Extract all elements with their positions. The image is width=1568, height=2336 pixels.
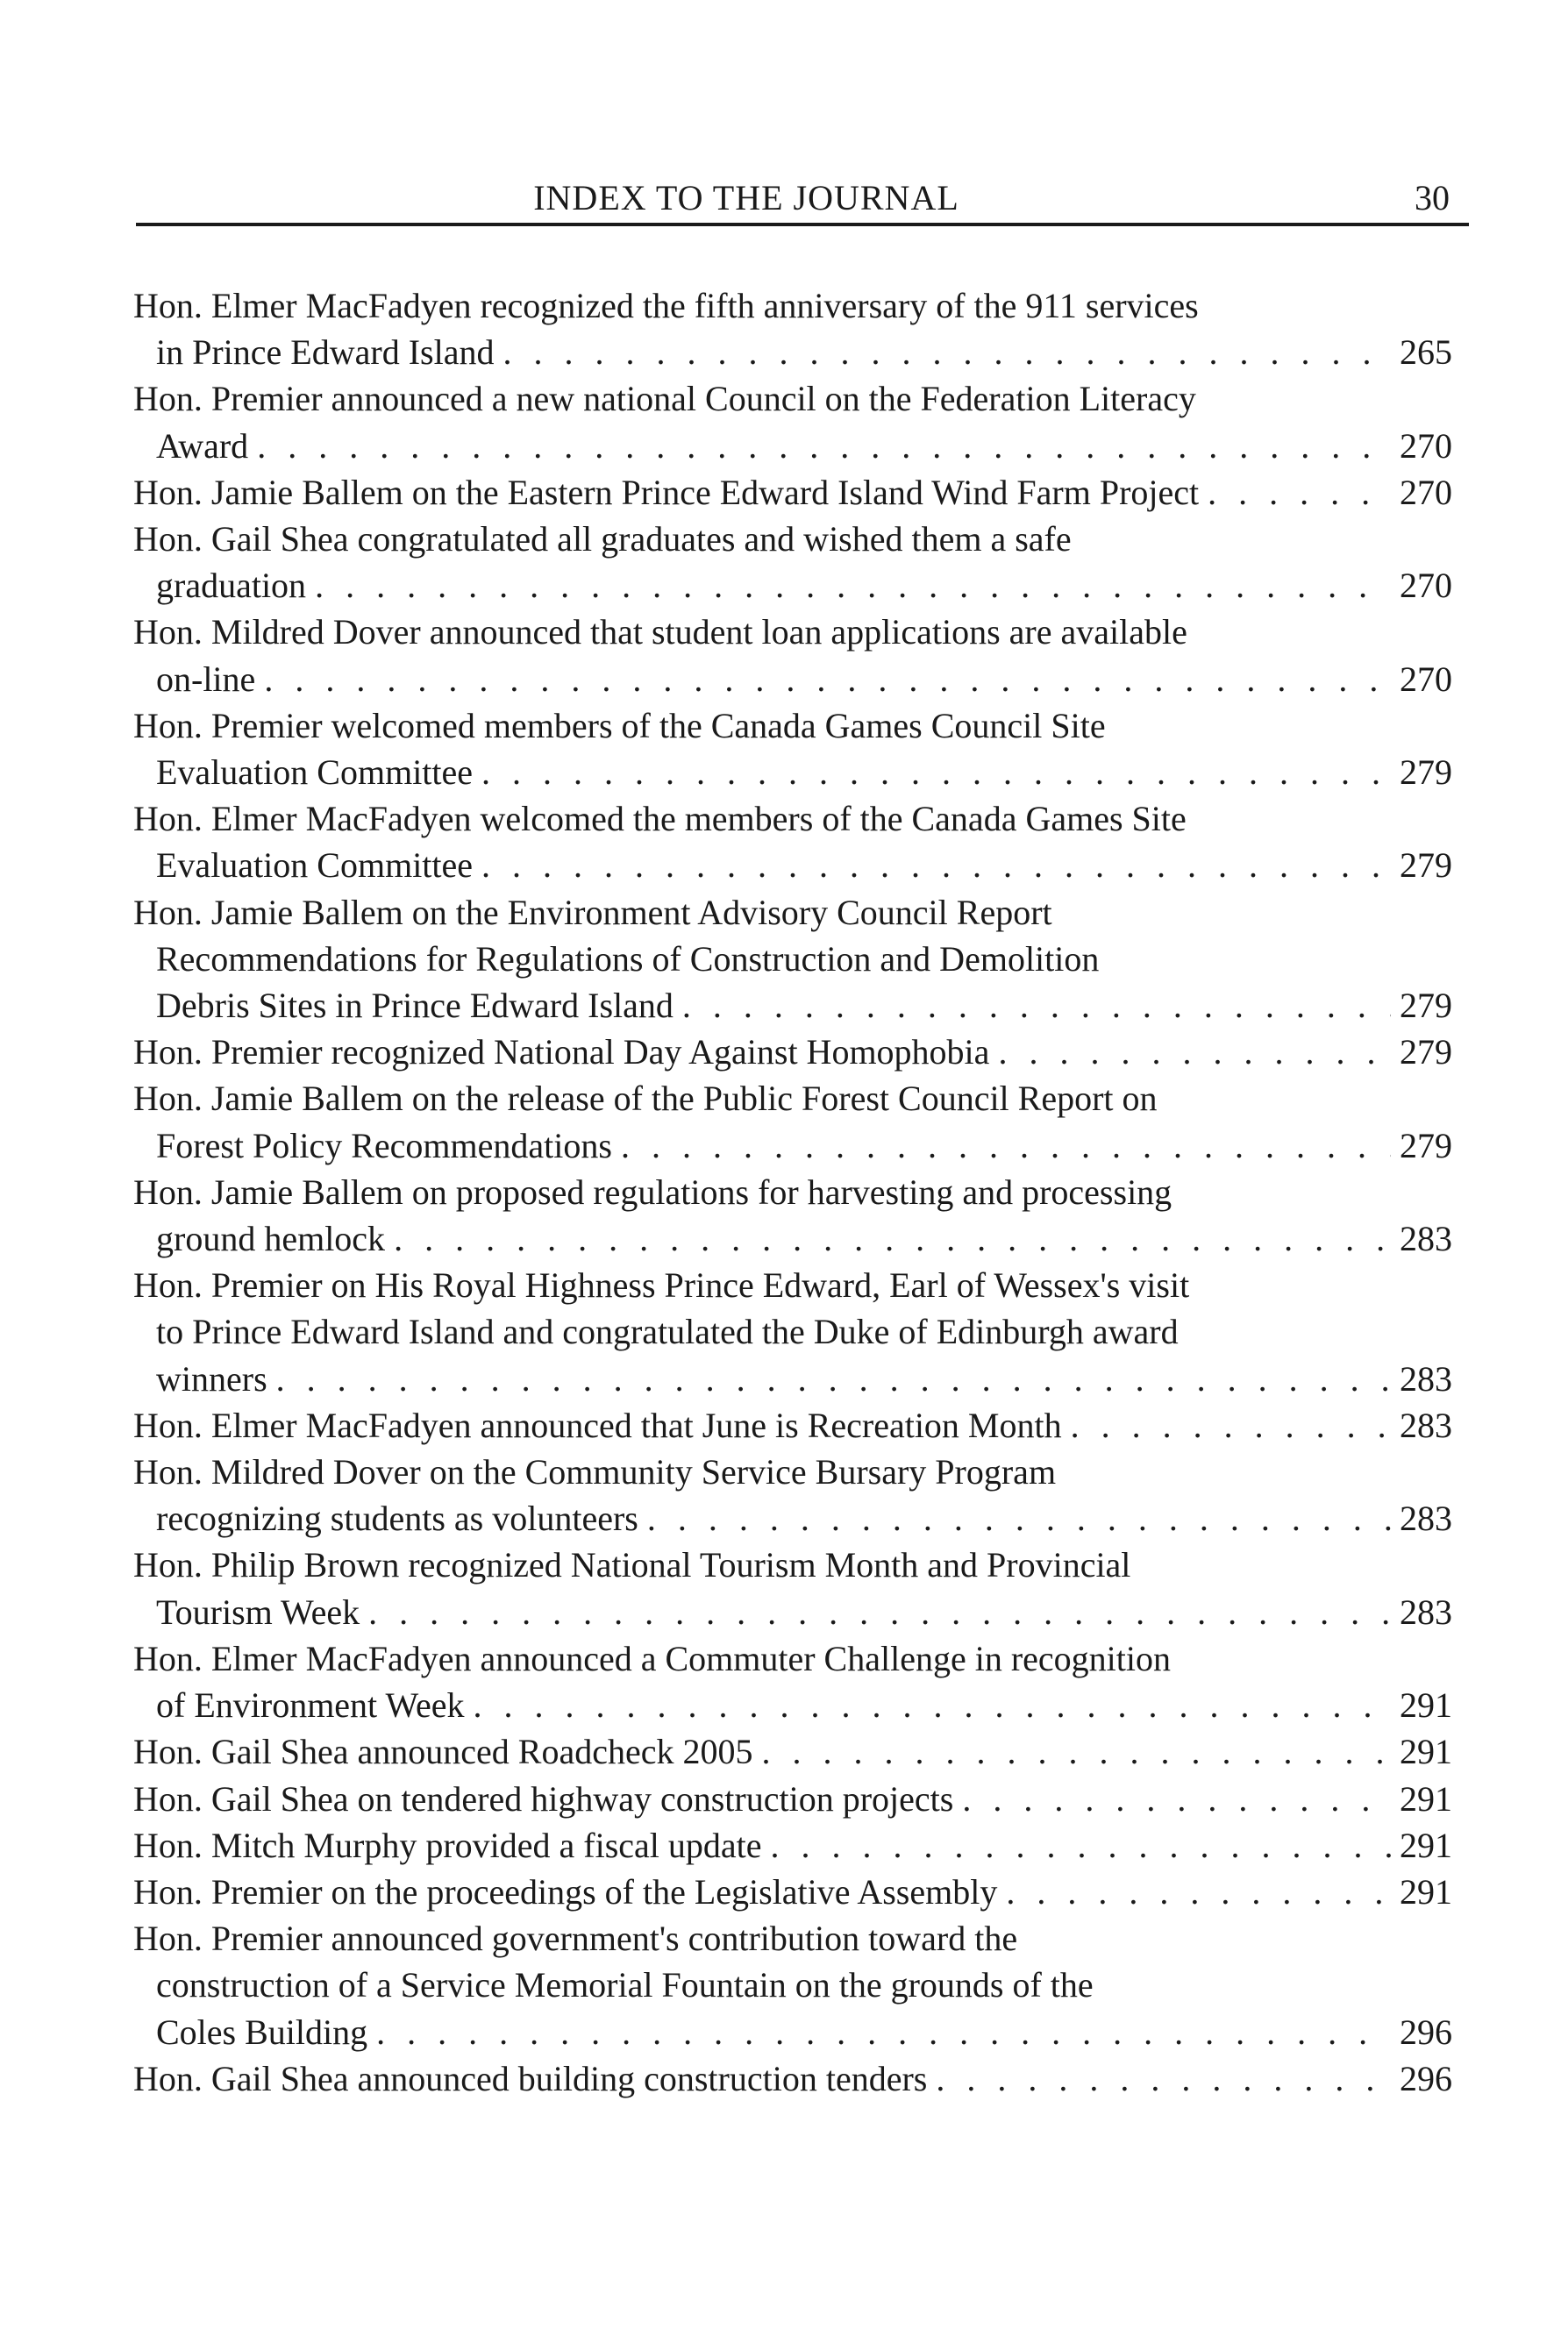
running-title: INDEX TO THE JOURNAL (533, 178, 959, 217)
index-entry (133, 1635, 1458, 1728)
index-entry (133, 282, 1458, 375)
entry-last-line (133, 1402, 1458, 1449)
dot-leader (962, 1776, 1391, 1822)
entry-text: Hon. Premier on His Royal Highness Prince Edward, Earl of Wessex's visit (133, 1265, 1190, 1306)
index-list (133, 282, 1458, 2102)
entry-line (133, 1915, 1458, 1962)
entry-line (133, 1449, 1458, 1495)
entry-text: Hon. Jamie Ballem on the Environment Advisory Council Report (133, 892, 1052, 932)
index-entry (133, 702, 1458, 795)
entry-page-number: 279 (1400, 752, 1452, 793)
index-entry (133, 1776, 1458, 1822)
dot-leader (481, 749, 1391, 795)
dot-leader (1006, 1869, 1391, 1915)
entry-line (133, 282, 1458, 329)
entry-last-line (133, 1682, 1458, 1728)
entry-last-line (133, 1122, 1458, 1169)
entry-last-line (133, 749, 1458, 795)
dot-leader (264, 656, 1391, 702)
entry-page-number: 291 (1400, 1871, 1452, 1912)
dot-leader (1208, 469, 1391, 516)
entry-page-number: 296 (1400, 2058, 1452, 2098)
entry-text: Hon. Elmer MacFadyen welcomed the members of the Canada Games Site (133, 799, 1187, 839)
entry-line (133, 702, 1458, 749)
entry-text: Hon. Mildred Dover on the Community Service Bursary Program (133, 1452, 1057, 1492)
index-entry (133, 1728, 1458, 1775)
entry-text: Hon. Mitch Murphy provided a fiscal update (133, 1825, 762, 1865)
entry-text: Hon. Premier recognized National Day Against Homophobia (133, 1032, 990, 1072)
index-entry (133, 1169, 1458, 1262)
entry-line (133, 1962, 1458, 2008)
entry-page-number: 291 (1400, 1685, 1452, 1726)
dot-leader (368, 1589, 1391, 1635)
entry-text: Debris Sites in Prince Edward Island (156, 986, 674, 1026)
dot-leader (481, 842, 1391, 888)
dot-leader (998, 1029, 1391, 1075)
index-entry (133, 1029, 1458, 1075)
entry-last-line (133, 1495, 1458, 1542)
entry-page-number: 270 (1400, 425, 1452, 466)
index-entry (133, 795, 1458, 888)
entry-line (133, 516, 1458, 562)
index-entry (133, 1402, 1458, 1449)
entry-line (133, 609, 1458, 655)
entry-text: Evaluation Committee (156, 752, 474, 793)
entry-last-line (133, 982, 1458, 1029)
entry-text: winners (156, 1358, 267, 1399)
entry-page-number: 279 (1400, 986, 1452, 1026)
entry-text: Recommendations for Regulations of Construction and Demolition (156, 938, 1100, 979)
dot-leader (682, 982, 1391, 1029)
entry-last-line (133, 656, 1458, 702)
index-entry (133, 1822, 1458, 1869)
entry-page-number: 270 (1400, 566, 1452, 606)
dot-leader (761, 1728, 1391, 1775)
entry-line (133, 795, 1458, 842)
entry-page-number: 265 (1400, 332, 1452, 373)
index-entry (133, 1542, 1458, 1634)
entry-line (133, 375, 1458, 422)
entry-text: Award (156, 425, 249, 466)
entry-text: of Environment Week (156, 1685, 465, 1726)
entry-text: Hon. Elmer MacFadyen announced that June is Recreation Month (133, 1405, 1062, 1445)
index-entry (133, 1449, 1458, 1542)
entry-text: Hon. Premier announced government's contribution toward the (133, 1919, 1018, 1959)
entry-last-line (133, 1215, 1458, 1262)
entry-text: Coles Building (156, 2012, 368, 2052)
dot-leader (257, 423, 1391, 469)
index-entry (133, 2055, 1458, 2102)
entry-text: in Prince Edward Island (156, 332, 495, 373)
entry-line (133, 1542, 1458, 1588)
entry-last-line (133, 1356, 1458, 1402)
index-entry (133, 516, 1458, 609)
entry-line (133, 889, 1458, 936)
entry-text: Hon. Jamie Ballem on the Eastern Prince Edward Island Wind Farm Project (133, 472, 1200, 512)
entry-text: Hon. Mildred Dover announced that student loan applications are available (133, 612, 1187, 652)
entry-text: Forest Policy Recommendations (156, 1125, 612, 1165)
dot-leader (936, 2055, 1391, 2102)
entry-text: on-line (156, 659, 256, 699)
index-entry (133, 375, 1458, 468)
page-header (136, 172, 1469, 228)
entry-text: Hon. Elmer MacFadyen announced a Commuter Challenge in recognition (133, 1638, 1172, 1678)
index-entry (133, 1869, 1458, 1915)
entry-last-line (133, 562, 1458, 609)
entry-text: Hon. Jamie Ballem on the release of the Public Forest Council Report on (133, 1079, 1158, 1119)
dot-leader (276, 1356, 1391, 1402)
entry-text: Hon. Elmer MacFadyen recognized the fifth anniversary of the 911 services (133, 286, 1199, 325)
entry-text: Hon. Philip Brown recognized National Tourism Month and Provincial (133, 1545, 1131, 1585)
index-entry (133, 609, 1458, 702)
entry-line (133, 1262, 1458, 1308)
entry-page-number: 270 (1400, 472, 1452, 512)
entry-last-line (133, 842, 1458, 888)
entry-page-number: 270 (1400, 659, 1452, 699)
entry-text: Hon. Jamie Ballem on proposed regulations for harvesting and processing (133, 1172, 1172, 1212)
entry-page-number: 283 (1400, 1219, 1452, 1259)
entry-page-number: 283 (1400, 1499, 1452, 1539)
entry-last-line (133, 1776, 1458, 1822)
entry-line (133, 1635, 1458, 1682)
entry-page-number: 283 (1400, 1358, 1452, 1399)
dot-leader (771, 1822, 1391, 1869)
dot-leader (474, 1682, 1391, 1728)
dot-leader (647, 1495, 1391, 1542)
index-entry (133, 1075, 1458, 1168)
entry-page-number: 283 (1400, 1405, 1452, 1445)
dot-leader (394, 1215, 1391, 1262)
dot-leader (502, 329, 1391, 375)
entry-last-line (133, 2055, 1458, 2102)
entry-line (133, 1075, 1458, 1122)
entry-line (133, 1308, 1458, 1355)
entry-last-line (133, 329, 1458, 375)
entry-line (133, 936, 1458, 982)
entry-page-number: 296 (1400, 2012, 1452, 2052)
entry-text: Hon. Gail Shea on tendered highway construction projects (133, 1778, 954, 1819)
page-number: 30 (1415, 178, 1450, 217)
entry-page-number: 291 (1400, 1778, 1452, 1819)
entry-text: Evaluation Committee (156, 845, 474, 886)
entry-text: recognizing students as volunteers (156, 1499, 638, 1539)
entry-last-line (133, 2009, 1458, 2055)
entry-text: to Prince Edward Island and congratulated the Duke of Edinburgh award (156, 1312, 1179, 1352)
entry-text: Hon. Gail Shea announced building construction tenders (133, 2058, 928, 2098)
entry-page-number: 279 (1400, 1032, 1452, 1072)
dot-leader (1071, 1402, 1391, 1449)
entry-line (133, 1169, 1458, 1215)
entry-text: construction of a Service Memorial Fountain on the grounds of the (156, 1965, 1094, 2005)
entry-last-line (133, 1869, 1458, 1915)
entry-text: Hon. Gail Shea announced Roadcheck 2005 (133, 1732, 753, 1772)
dot-leader (621, 1122, 1391, 1169)
entry-last-line (133, 1029, 1458, 1075)
entry-page-number: 279 (1400, 1125, 1452, 1165)
entry-text: Hon. Premier announced a new national Council on the Federation Literacy (133, 379, 1196, 419)
index-entry (133, 889, 1458, 1029)
index-entry (133, 469, 1458, 516)
dot-leader (376, 2009, 1391, 2055)
entry-page-number: 291 (1400, 1825, 1452, 1865)
entry-last-line (133, 469, 1458, 516)
entry-text: ground hemlock (156, 1219, 386, 1259)
entry-text: graduation (156, 566, 307, 606)
index-entry (133, 1262, 1458, 1402)
entry-page-number: 283 (1400, 1592, 1452, 1632)
entry-text: Hon. Premier welcomed members of the Canada Games Council Site (133, 705, 1106, 745)
entry-last-line (133, 1728, 1458, 1775)
entry-text: Hon. Premier on the proceedings of the Legislative Assembly (133, 1871, 998, 1912)
entry-text: Tourism Week (156, 1592, 360, 1632)
header-rule (136, 223, 1469, 226)
dot-leader (315, 562, 1391, 609)
entry-last-line (133, 1822, 1458, 1869)
entry-page-number: 291 (1400, 1732, 1452, 1772)
entry-text: Hon. Gail Shea congratulated all graduates and wished them a safe (133, 519, 1072, 559)
index-entry (133, 1915, 1458, 2055)
entry-last-line (133, 423, 1458, 469)
entry-last-line (133, 1589, 1458, 1635)
entry-page-number: 279 (1400, 845, 1452, 886)
